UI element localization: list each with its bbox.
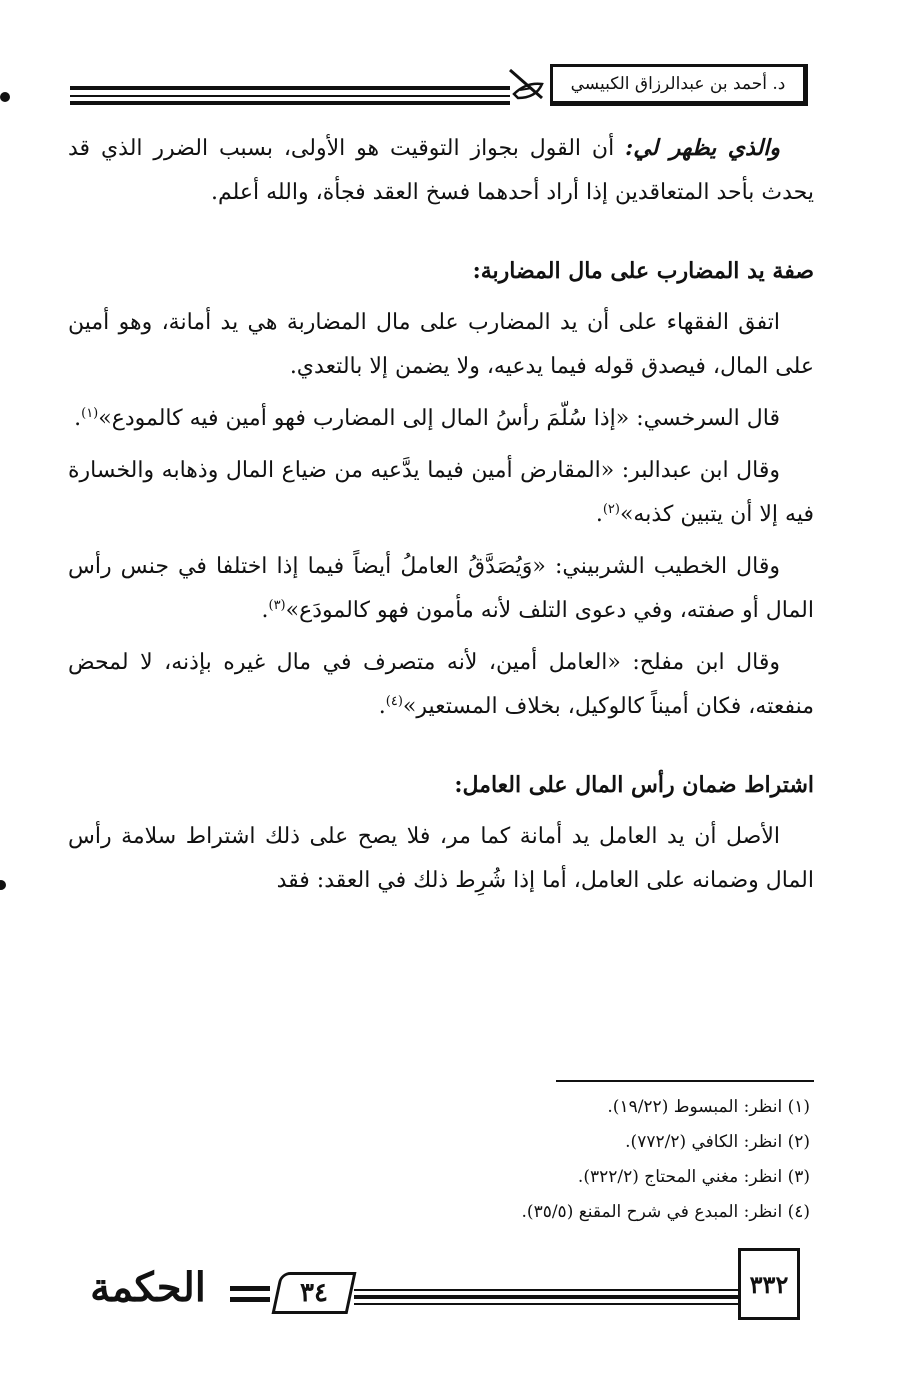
main-content (68, 126, 814, 903)
equals-mark (230, 1286, 270, 1291)
period: . (74, 406, 82, 431)
author-name: د. أحمد بن عبدالرزاق الكبيسي (570, 74, 786, 94)
quote-sarakhsi (68, 397, 814, 441)
quote-ibn-abdulbarr (68, 449, 814, 537)
footnote: (٢) انظر: الكافي (٧٧٢/٢). (625, 1132, 810, 1152)
issue-number-folder (272, 1272, 357, 1314)
footnote-ref: (٣) (268, 598, 286, 613)
pen-logo-icon (506, 64, 550, 106)
footnote-ref: (١) (81, 406, 99, 421)
footer-rule (354, 1295, 738, 1299)
footnote: (٤) انظر: المبدع في شرح المقنع (٣٥/٥). (521, 1202, 810, 1222)
header-rule (70, 101, 510, 105)
quote-shirbini (68, 545, 814, 633)
quote-ibn-muflih (68, 641, 814, 729)
section-heading-2: اشتراط ضمان رأس المال على العامل: (454, 772, 814, 798)
intro-paragraph (68, 126, 814, 215)
intro-text: أن القول بجواز التوقيت هو الأولى، بسبب الضرر الذي قد يحدث بأحد المتعاقدين إذا أراد أحدهما فسخ العقد فجأة، والله أعلم. (68, 136, 814, 205)
footer-rule (354, 1303, 738, 1305)
period: . (261, 598, 269, 623)
footer-rule (354, 1289, 738, 1291)
footnotes (68, 1090, 810, 1230)
page-number: ٣٣٢ (738, 1248, 800, 1320)
quote-text: وقال الخطيب الشربيني: «وَيُصَدَّقُ العاملُ أيضاً فيما إذا اختلفا في جنس رأس المال أو صفته، وفي دعوى التلف لأنه مأمون فهو كالمودَع» (68, 554, 814, 623)
section-heading-1: صفة يد المضارب على مال المضاربة: (472, 258, 814, 284)
section2-paragraph: الأصل أن يد العامل يد أمانة كما مر، فلا يصح على ذلك اشتراط سلامة رأس المال وضمانه على العامل، أما إذا شُرِط ذلك في العقد: فقد (68, 824, 814, 893)
journal-logo: الحكمة (90, 1264, 206, 1311)
quote-text: قال السرخسي: «إذا سُلّمَ رأسُ المال إلى المضارب فهو أمين فيه كالمودع» (98, 406, 780, 431)
footnote-ref: (٢) (602, 502, 620, 517)
period: . (595, 502, 603, 527)
issue-number: ٣٤ (300, 1278, 328, 1308)
quote-text: وقال ابن عبدالبر: «المقارض أمين فيما يدَّعيه من ضياع المال وذهابه والخسارة فيه إلا أن يتبين كذبه» (68, 458, 814, 527)
equals-mark (230, 1297, 270, 1302)
footnote: (١) انظر: المبسوط (١٩/٢٢). (607, 1097, 810, 1117)
margin-dot (0, 880, 6, 890)
intro-lead: والذي يظهر لي: (625, 135, 780, 161)
header-rule (70, 86, 510, 90)
period: . (378, 694, 386, 719)
quote-text: وقال ابن مفلح: «العامل أمين، لأنه متصرف في مال غيره بإذنه، لا لمحض منفعته، فكان أميناً كالوكيل، بخلاف المستعير» (68, 650, 814, 719)
footnote-ref: (٤) (385, 694, 403, 709)
footnote: (٣) انظر: مغني المحتاج (٣٢٢/٢). (577, 1167, 810, 1187)
footnote-rule (556, 1080, 814, 1082)
margin-dot (0, 92, 10, 102)
header-rule (70, 95, 510, 97)
section1-paragraph: اتفق الفقهاء على أن يد المضارب على مال المضاربة هي يد أمانة، وهو أمين على المال، فيصدق قوله فيما يدعيه، ولا يضمن إلا بالتعدي. (68, 310, 814, 379)
author-box (550, 64, 808, 106)
